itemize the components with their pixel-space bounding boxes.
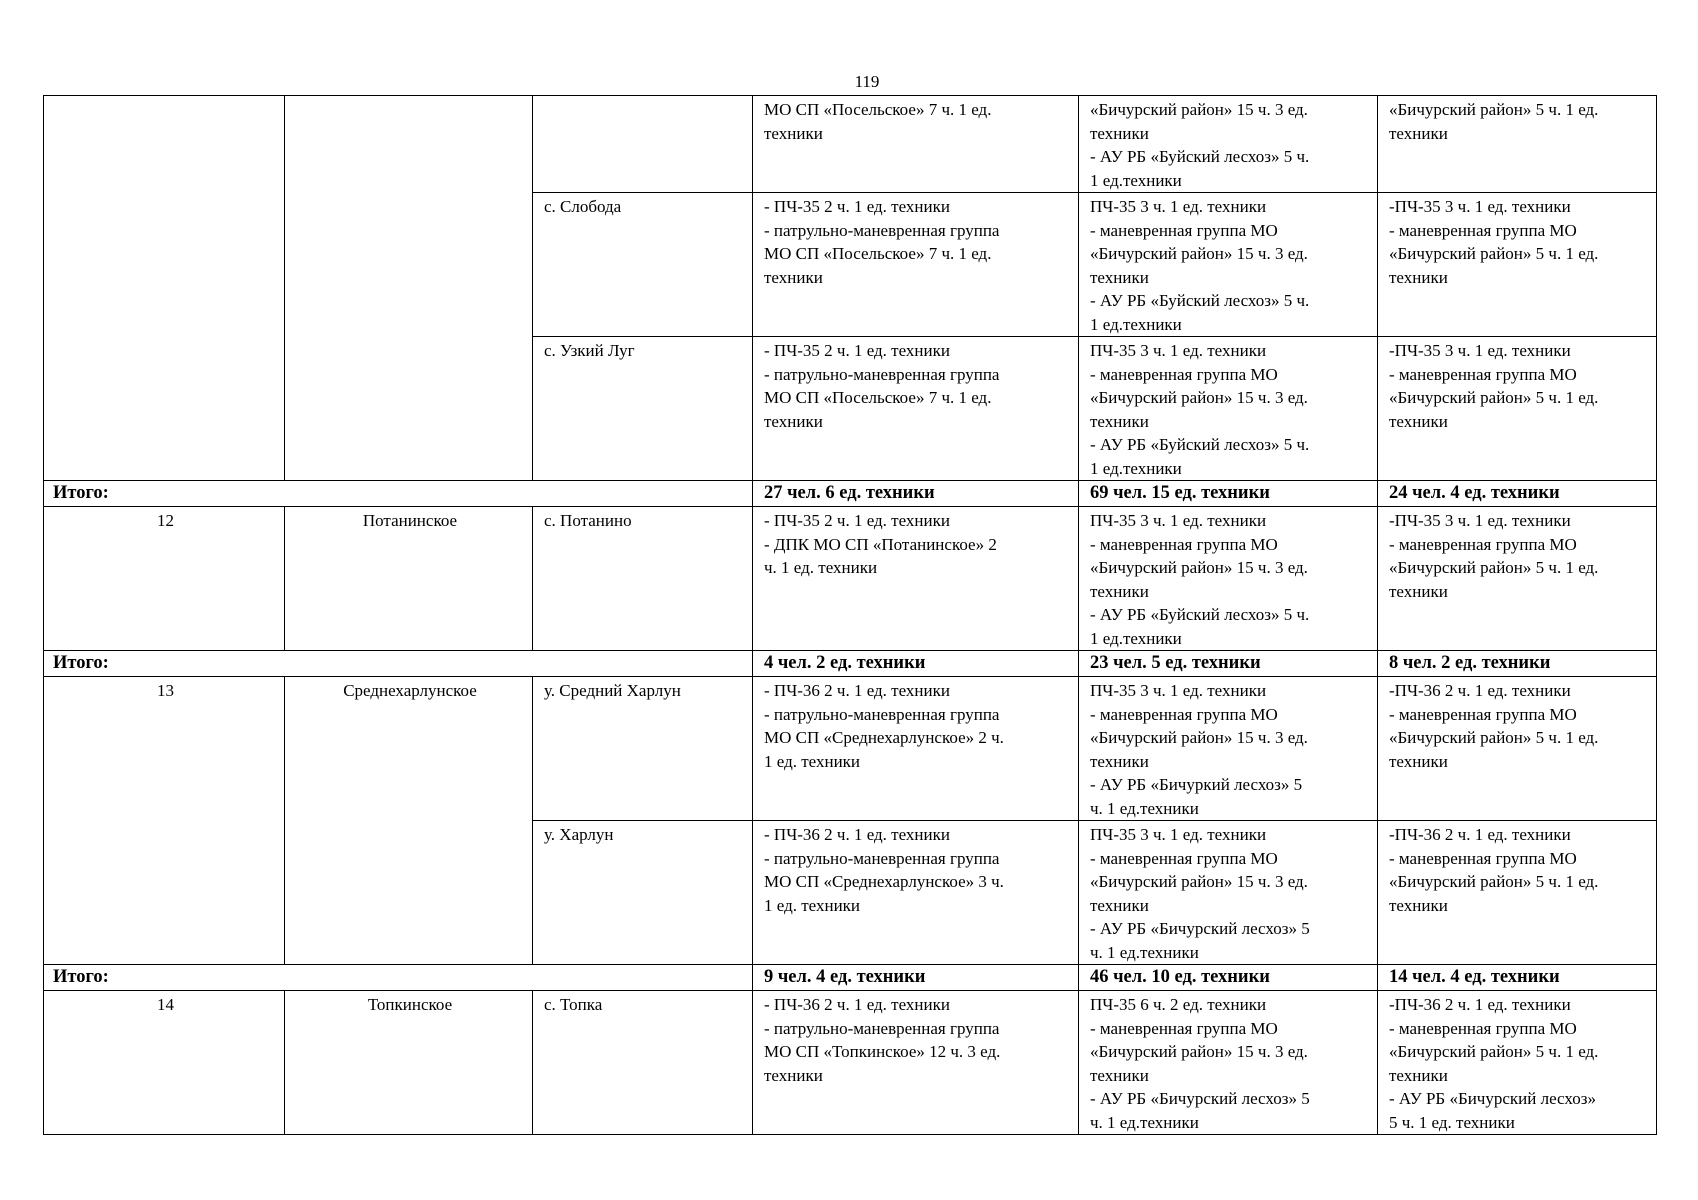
forces-1-cell: - ПЧ-36 2 ч. 1 ед. техники - патрульно-маневренная группа МО СП «Среднехарлунское» 3 ч. 1 ед. техники (753, 821, 1079, 965)
forces-2-cell: ПЧ-35 6 ч. 2 ед. техники - маневренная группа МО «Бичурский район» 15 ч. 3 ед. техники - АУ РБ «Бичурский лесхоз» 5 ч. 1 ед.техники (1079, 991, 1378, 1135)
forces-3-cell: -ПЧ-35 3 ч. 1 ед. техники - маневренная группа МО «Бичурский район» 5 ч. 1 ед. техники (1378, 193, 1657, 337)
total-row (44, 481, 1657, 507)
total-forces-3: 24 чел. 4 ед. техники (1378, 481, 1657, 507)
total-forces-1: 4 чел. 2 ед. техники (753, 651, 1079, 677)
total-forces-2: 46 чел. 10 ед. техники (1079, 965, 1378, 991)
total-forces-3: 8 чел. 2 ед. техники (1378, 651, 1657, 677)
municipality-cell (285, 96, 533, 481)
total-row (44, 965, 1657, 991)
total-forces-2: 69 чел. 15 ед. техники (1079, 481, 1378, 507)
forces-3-cell: -ПЧ-35 3 ч. 1 ед. техники - маневренная группа МО «Бичурский район» 5 ч. 1 ед. техники (1378, 337, 1657, 481)
forces-3-cell: -ПЧ-36 2 ч. 1 ед. техники - маневренная группа МО «Бичурский район» 5 ч. 1 ед. техники (1378, 677, 1657, 821)
number-cell: 12 (44, 507, 285, 651)
settlement-cell: с. Потанино (533, 507, 753, 651)
settlement-cell: с. Узкий Луг (533, 337, 753, 481)
settlement-cell: с. Топка (533, 991, 753, 1135)
municipality-cell: Среднехарлунское (285, 677, 533, 965)
municipality-cell: Потанинское (285, 507, 533, 651)
settlement-cell (533, 96, 753, 193)
forces-1-cell: - ПЧ-36 2 ч. 1 ед. техники - патрульно-маневренная группа МО СП «Топкинское» 12 ч. 3 ед. техники (753, 991, 1079, 1135)
number-cell: 13 (44, 677, 285, 965)
table-row (44, 677, 1657, 821)
forces-1-cell: - ПЧ-35 2 ч. 1 ед. техники - патрульно-маневренная группа МО СП «Посельское» 7 ч. 1 ед. техники (753, 193, 1079, 337)
table-row (44, 507, 1657, 651)
page-number: 119 (854, 72, 880, 91)
total-forces-2: 23 чел. 5 ед. техники (1079, 651, 1378, 677)
number-cell (44, 96, 285, 481)
forces-2-cell: ПЧ-35 3 ч. 1 ед. техники - маневренная группа МО «Бичурский район» 15 ч. 3 ед. техники - АУ РБ «Бичуркий лесхоз» 5 ч. 1 ед.техники (1079, 677, 1378, 821)
total-forces-1: 27 чел. 6 ед. техники (753, 481, 1079, 507)
forces-2-cell: ПЧ-35 3 ч. 1 ед. техники - маневренная группа МО «Бичурский район» 15 ч. 3 ед. техники - АУ РБ «Буйский лесхоз» 5 ч. 1 ед.техники (1079, 507, 1378, 651)
total-row (44, 651, 1657, 677)
forces-3-cell: -ПЧ-35 3 ч. 1 ед. техники - маневренная группа МО «Бичурский район» 5 ч. 1 ед. техники (1378, 507, 1657, 651)
total-forces-1: 9 чел. 4 ед. техники (753, 965, 1079, 991)
forces-1-cell: - ПЧ-35 2 ч. 1 ед. техники - ДПК МО СП «Потанинское» 2 ч. 1 ед. техники (753, 507, 1079, 651)
total-label: Итого: (44, 965, 753, 991)
forces-3-cell: -ПЧ-36 2 ч. 1 ед. техники - маневренная группа МО «Бичурский район» 5 ч. 1 ед. техники (1378, 821, 1657, 965)
table-row (44, 991, 1657, 1135)
forces-1-cell: - ПЧ-35 2 ч. 1 ед. техники - патрульно-маневренная группа МО СП «Посельское» 7 ч. 1 ед. техники (753, 337, 1079, 481)
forces-2-cell: ПЧ-35 3 ч. 1 ед. техники - маневренная группа МО «Бичурский район» 15 ч. 3 ед. техники - АУ РБ «Бичурский лесхоз» 5 ч. 1 ед.техники (1079, 821, 1378, 965)
forces-3-cell: «Бичурский район» 5 ч. 1 ед. техники (1378, 96, 1657, 193)
table-row (44, 96, 1657, 193)
settlement-cell: у. Харлун (533, 821, 753, 965)
forces-2-cell: ПЧ-35 3 ч. 1 ед. техники - маневренная группа МО «Бичурский район» 15 ч. 3 ед. техники - АУ РБ «Буйский лесхоз» 5 ч. 1 ед.техники (1079, 193, 1378, 337)
total-label: Итого: (44, 481, 753, 507)
total-forces-3: 14 чел. 4 ед. техники (1378, 965, 1657, 991)
forces-2-cell: ПЧ-35 3 ч. 1 ед. техники - маневренная группа МО «Бичурский район» 15 ч. 3 ед. техники - АУ РБ «Буйский лесхоз» 5 ч. 1 ед.техники (1079, 337, 1378, 481)
forces-3-cell: -ПЧ-36 2 ч. 1 ед. техники - маневренная группа МО «Бичурский район» 5 ч. 1 ед. техники - АУ РБ «Бичурский лесхоз» 5 ч. 1 ед. техники (1378, 991, 1657, 1135)
forces-1-cell: - ПЧ-36 2 ч. 1 ед. техники - патрульно-маневренная группа МО СП «Среднехарлунское» 2 ч. 1 ед. техники (753, 677, 1079, 821)
forces-1-cell: МО СП «Посельское» 7 ч. 1 ед. техники (753, 96, 1079, 193)
fire-forces-table (43, 95, 1657, 1135)
number-cell: 14 (44, 991, 285, 1135)
total-label: Итого: (44, 651, 753, 677)
settlement-cell: с. Слобода (533, 193, 753, 337)
settlement-cell: у. Средний Харлун (533, 677, 753, 821)
municipality-cell: Топкинское (285, 991, 533, 1135)
forces-2-cell: «Бичурский район» 15 ч. 3 ед. техники - АУ РБ «Буйский лесхоз» 5 ч. 1 ед.техники (1079, 96, 1378, 193)
